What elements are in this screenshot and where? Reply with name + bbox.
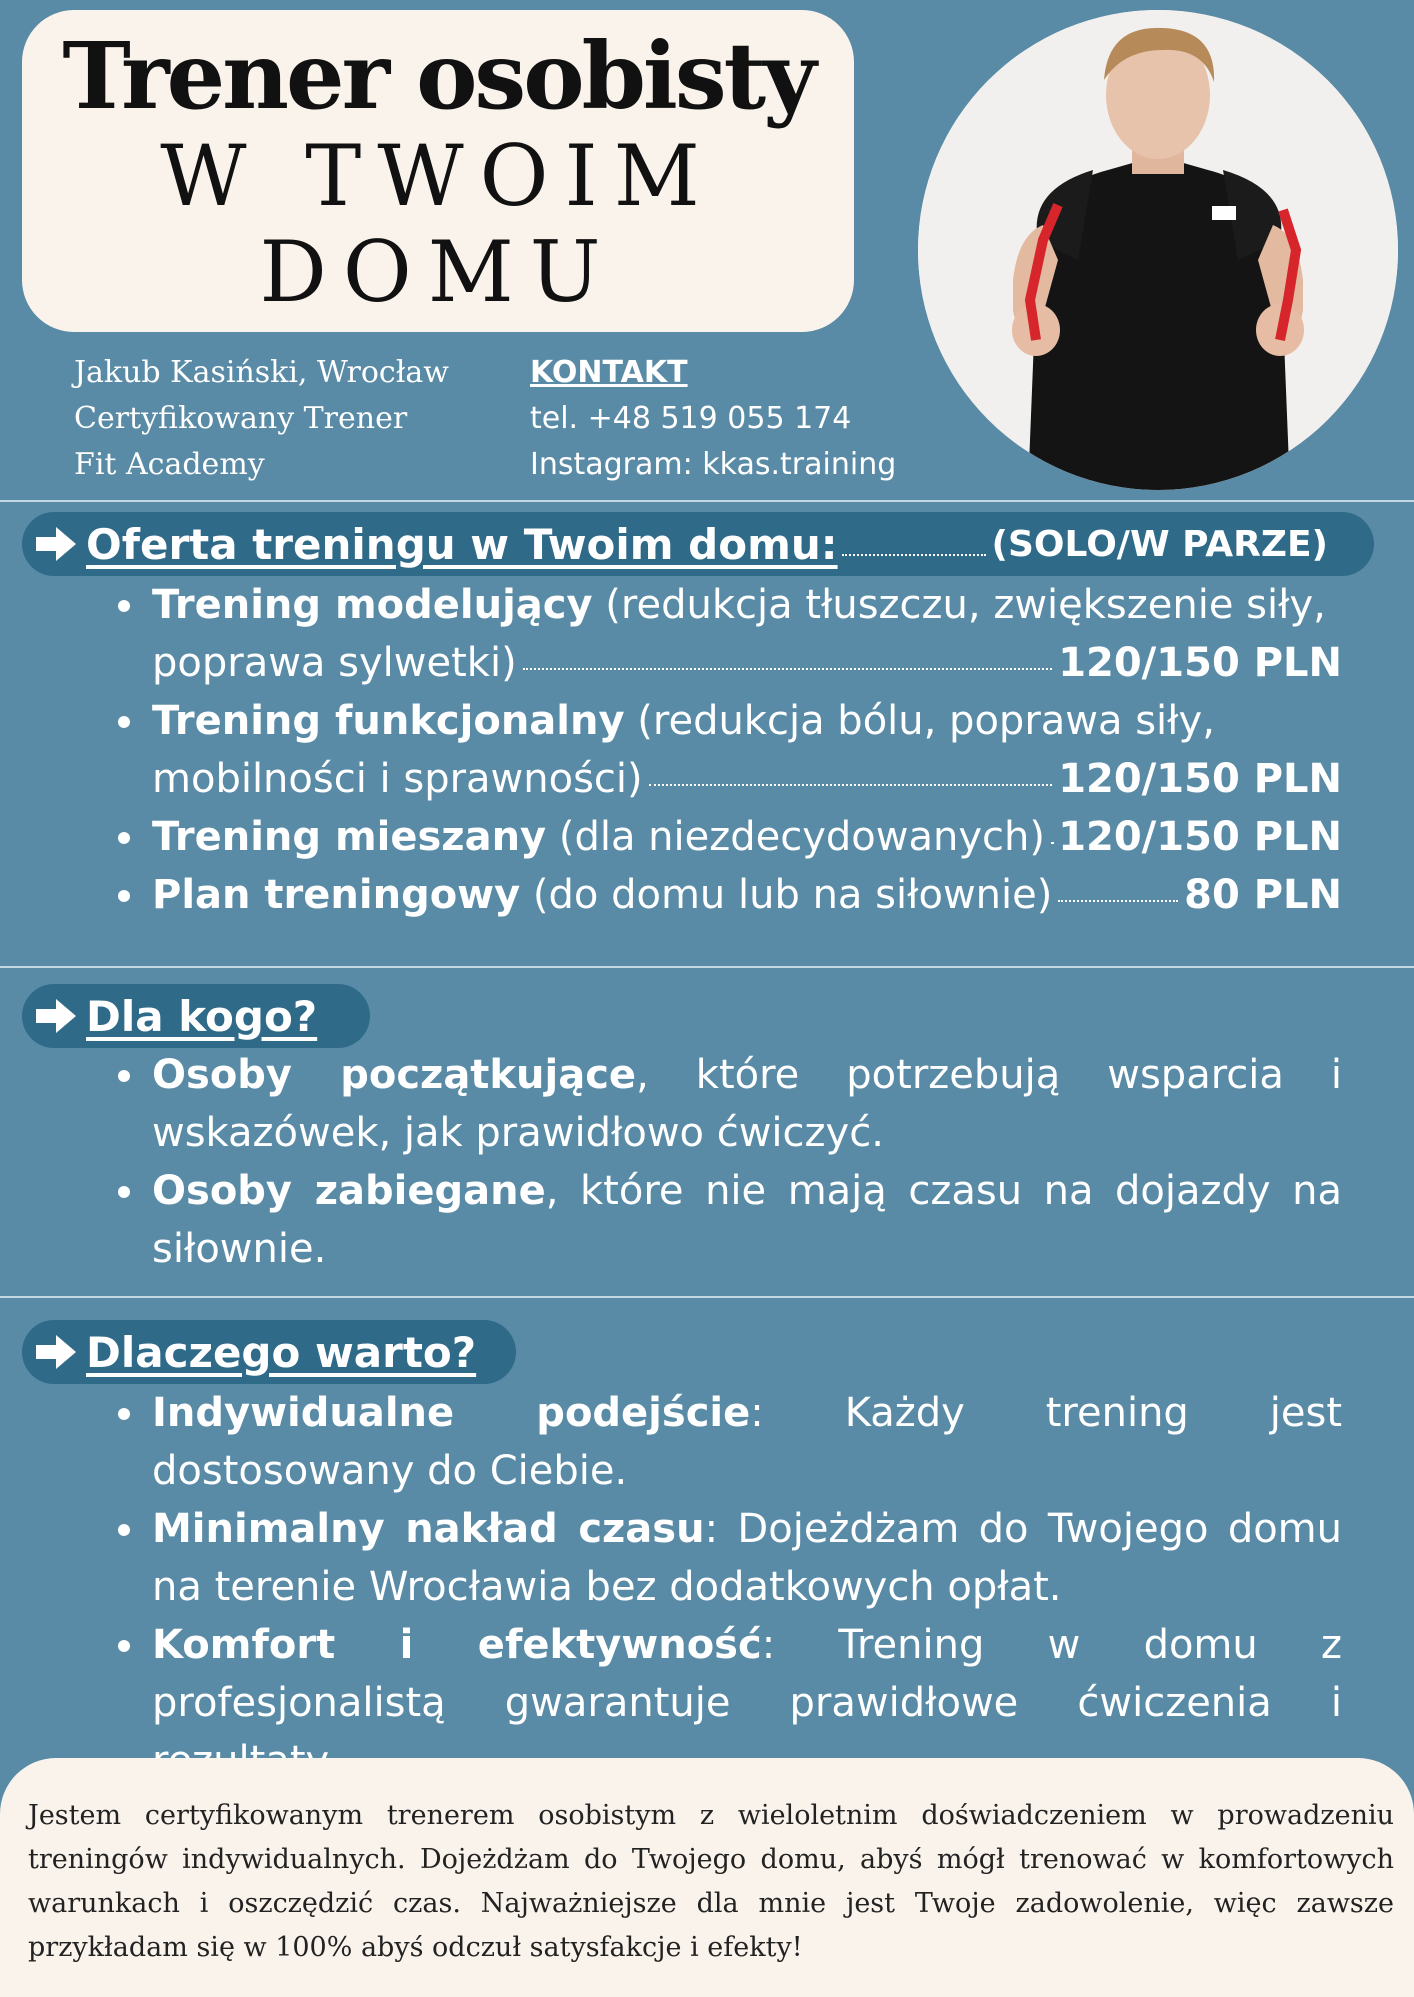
offer-title: Oferta treningu w Twoim domu:: [86, 519, 838, 569]
trainer-cert: Certyfikowany Trener: [74, 401, 408, 436]
contact-phone[interactable]: tel. +48 519 055 174: [530, 401, 852, 436]
arrow-right-icon: [34, 524, 78, 564]
offer-item-desc-cont: poprawa sylwetki): [152, 640, 517, 686]
benefit-item-bold: Indywidualne podejście: [152, 1390, 751, 1436]
benefit-item-text: : Każdy trening jest dostosowany do Ciebie.: [152, 1390, 1342, 1494]
benefit-item-bold: Minimalny nakład czasu: [152, 1506, 705, 1552]
list-item: [110, 808, 1342, 866]
offer-item-desc: (do domu lub na siłownie): [532, 872, 1053, 918]
trainer-illustration: [918, 10, 1398, 490]
page-title: Trener osobisty: [62, 22, 814, 130]
list-item: [110, 692, 1342, 808]
divider: [0, 500, 1414, 502]
contact-heading: KONTAKT: [530, 355, 688, 390]
offer-item-name: Trening modelujący: [152, 582, 593, 628]
list-item: [110, 1500, 1342, 1616]
list-item: [110, 1162, 1342, 1278]
benefits-title: Dlaczego warto?: [86, 1327, 477, 1377]
trainer-photo: [918, 10, 1398, 490]
trainer-info: [74, 350, 449, 488]
list-item: [110, 866, 1342, 924]
page-title-line2: W TWOIM: [160, 127, 716, 225]
divider: [0, 1296, 1414, 1298]
offer-item-name: Trening mieszany: [152, 814, 547, 860]
arrow-right-icon: [34, 1332, 78, 1372]
audience-item-bold: Osoby zabiegane: [152, 1168, 546, 1214]
benefit-item-bold: Komfort i efektywność: [152, 1622, 762, 1668]
benefits-heading: [22, 1320, 516, 1384]
benefit-item-text: : Trening w domu z profesjonalistą gwarantuje prawidłowe ćwiczenia i: [152, 1622, 1342, 1726]
offer-item-desc: (dla niezdecydowanych): [558, 814, 1045, 860]
arrow-right-icon: [34, 996, 78, 1036]
offer-item-desc-cont: mobilności i sprawności): [152, 756, 643, 802]
list-item: [110, 1384, 1342, 1500]
offer-list: [110, 576, 1342, 924]
offer-item-price: 120/150 PLN: [1058, 756, 1342, 802]
offer-dots: [842, 554, 986, 556]
offer-item-price: 80 PLN: [1184, 872, 1342, 918]
audience-item-bold: Osoby początkujące: [152, 1052, 637, 1098]
divider: [0, 966, 1414, 968]
list-item: [110, 576, 1342, 692]
audience-item-text: , które nie mają czasu na dojazdy na siłownie.: [152, 1168, 1342, 1272]
list-item: [110, 1046, 1342, 1162]
offer-item-name: Plan treningowy: [152, 872, 521, 918]
offer-item-price: 120/150 PLN: [1058, 640, 1342, 686]
audience-item-text: , które potrzebują wsparcia i wskazówek, jak prawidłowo ćwiczyć.: [152, 1052, 1343, 1156]
price-leader: [649, 784, 1053, 786]
offer-item-desc: (redukcja tłuszczu, zwiększenie siły,: [605, 582, 1326, 628]
title-box: [22, 10, 854, 332]
audience-heading: [22, 984, 370, 1048]
page-title-line3: DOMU: [259, 223, 617, 321]
offer-item-name: Trening funkcjonalny: [152, 698, 625, 744]
contact-instagram[interactable]: Instagram: kkas.training: [530, 447, 897, 482]
contact-block: [530, 350, 896, 488]
benefits-list: [110, 1384, 1342, 1790]
about-box: [0, 1758, 1414, 1997]
price-leader: [523, 668, 1053, 670]
price-leader: [1058, 900, 1178, 902]
trainer-name: Jakub Kasiński, Wrocław: [74, 355, 449, 390]
offer-heading: [22, 512, 1374, 576]
audience-title: Dla kogo?: [86, 991, 318, 1041]
audience-list: [110, 1046, 1342, 1278]
about-text: Jestem certyfikowanym trenerem osobistym z wieloletnim doświadczeniem w prowadzeniu treningów indywidualnych. Dojeżdżam do Twojego domu, abyś mógł trenować w komfortowych warunkach i oszczędzić czas. Najważniejsze dla mnie jest Twoje zadowolenie, więc zawsze przykładam się w 100% abyś odczuł satysfakcje i efekty!: [28, 1800, 1394, 1963]
offer-item-desc: (redukcja bólu, poprawa siły,: [637, 698, 1215, 744]
offer-suffix: (SOLO/W PARZE): [991, 523, 1328, 565]
benefit-item-text: : Dojeżdżam do Twojego domu na terenie Wrocławia bez dodatkowych opłat.: [152, 1506, 1342, 1610]
offer-item-price: 120/150 PLN: [1058, 814, 1342, 860]
price-leader: [1051, 842, 1052, 844]
trainer-academy: Fit Academy: [74, 447, 265, 482]
